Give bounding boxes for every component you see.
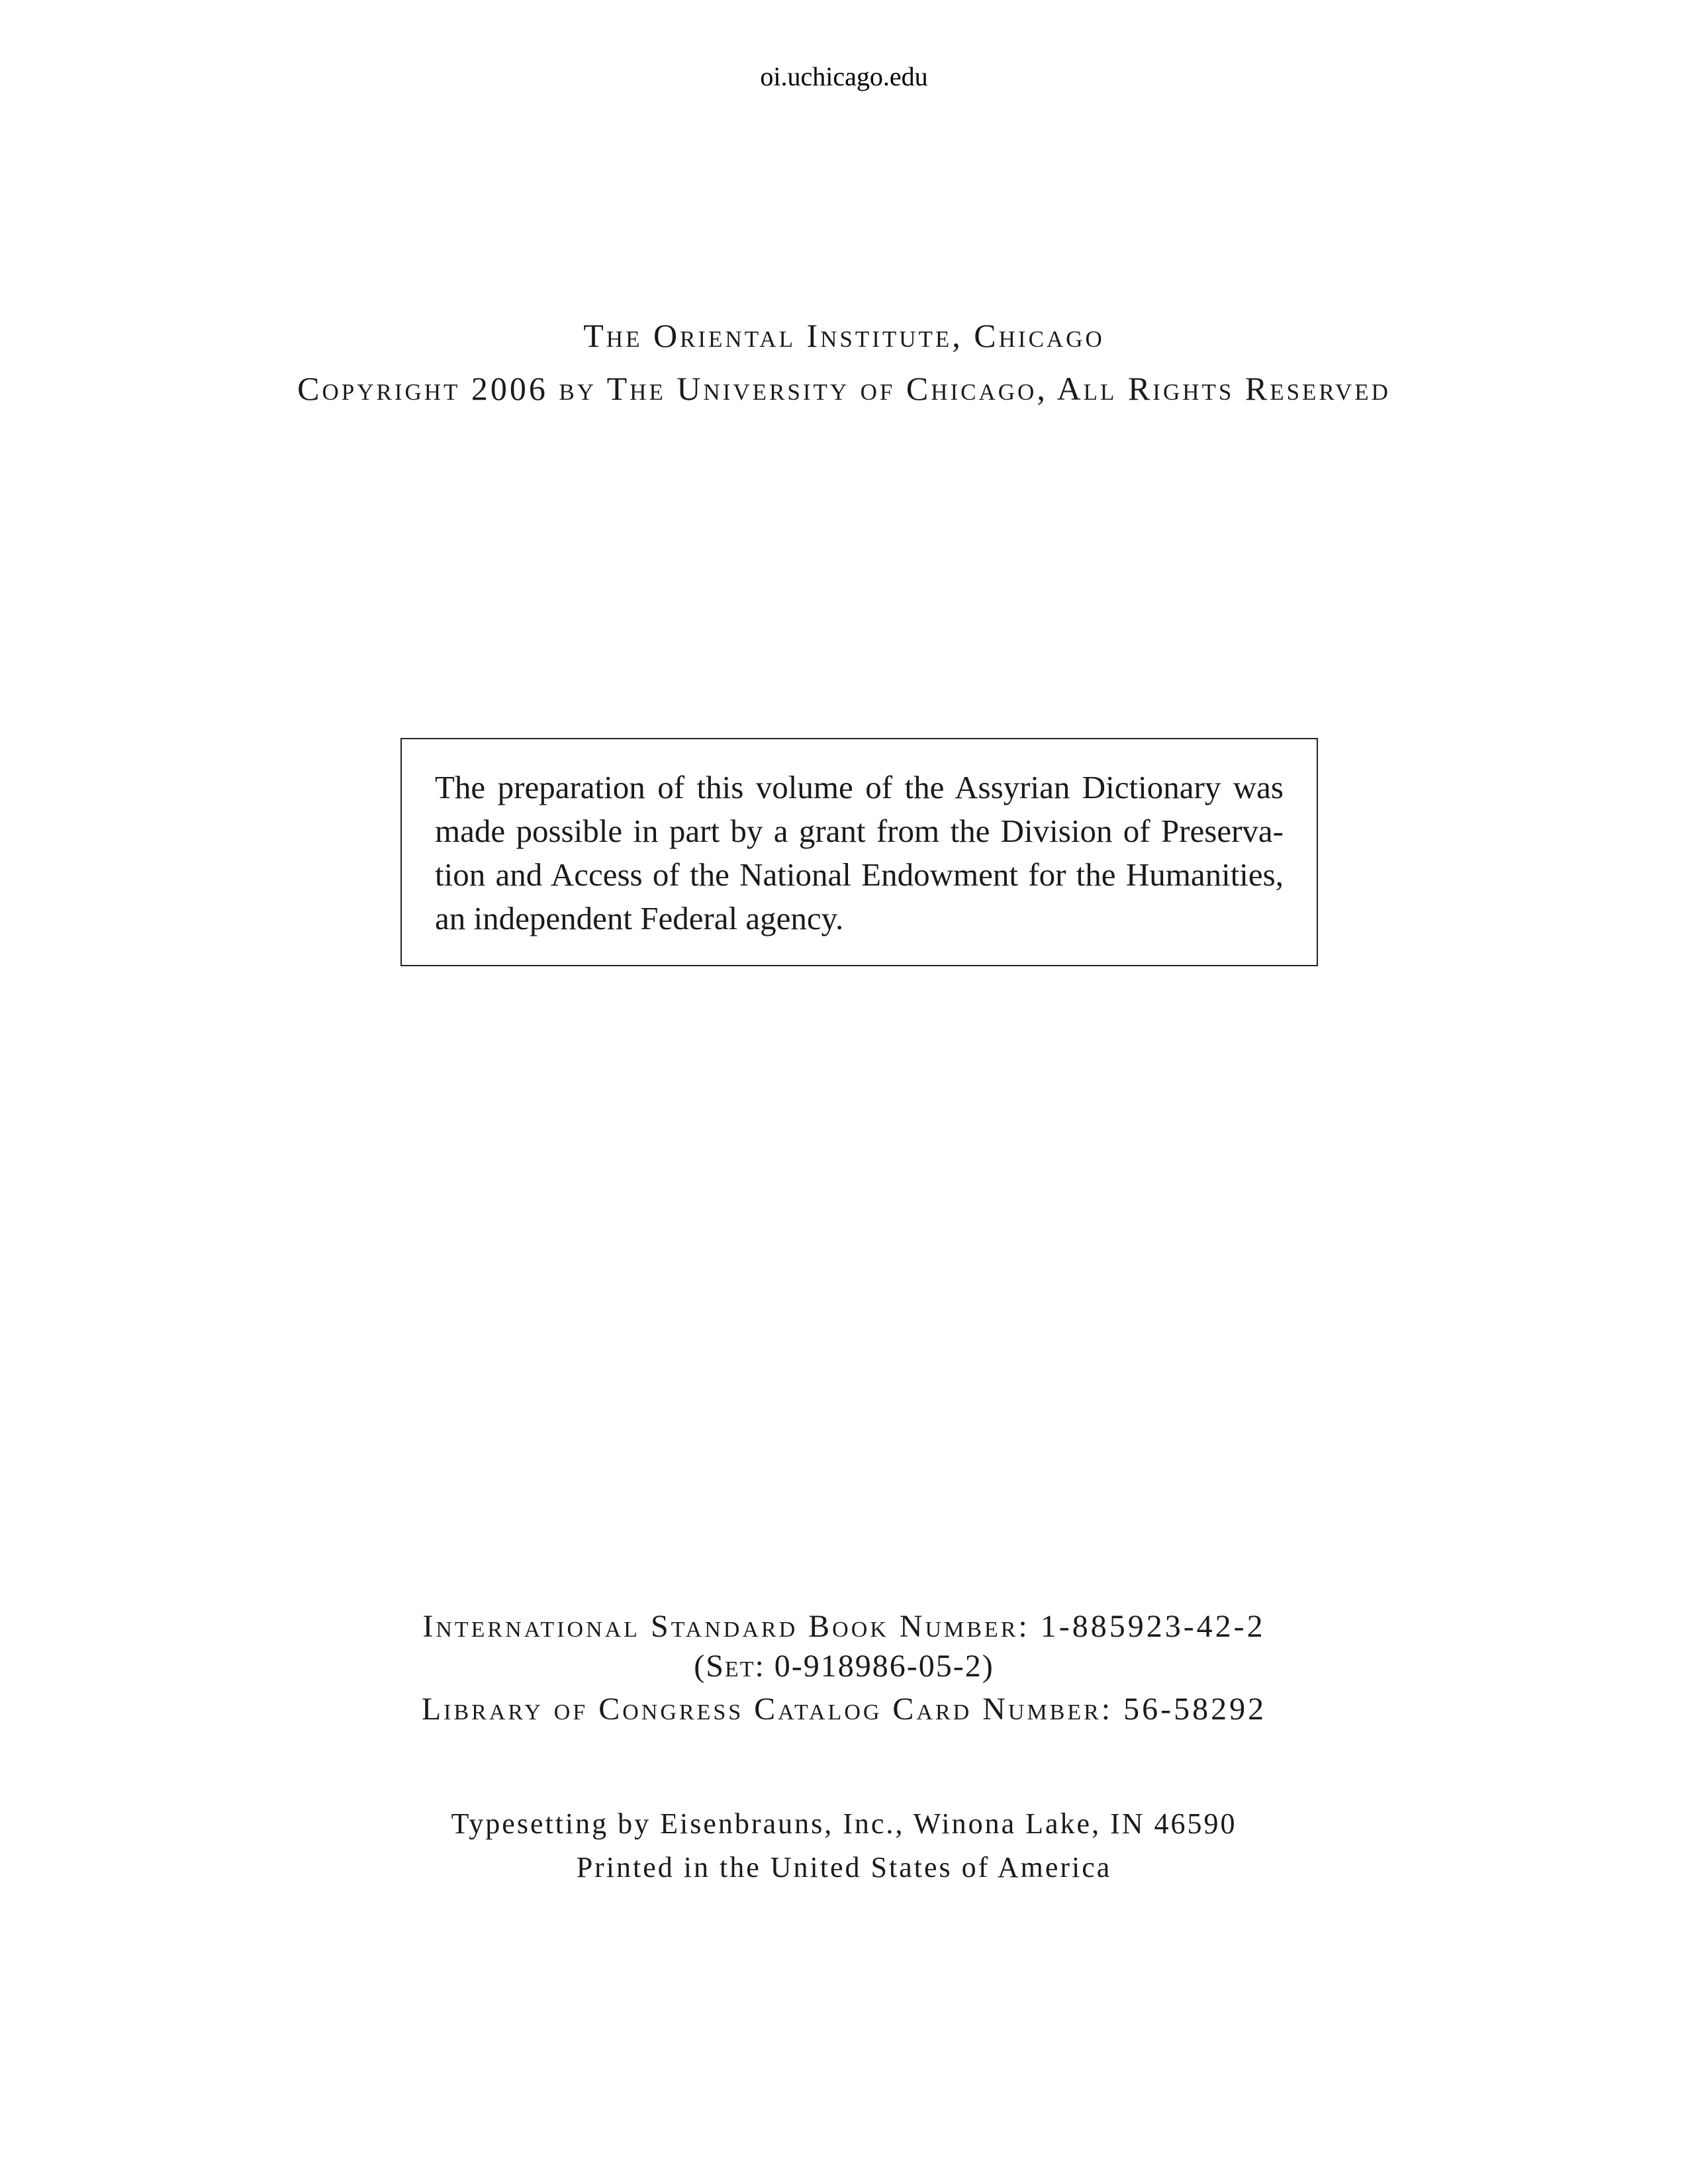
source-url: oi.uchicago.edu	[760, 62, 928, 91]
grant-notice-box	[400, 738, 1318, 966]
publisher-name: The Oriental Institute, Chicago	[583, 317, 1105, 354]
isbn-number: International Standard Book Number: 1-885923-42-2	[422, 1609, 1266, 1644]
grant-notice-line: tion and Access of the National Endowment for the Humanities,	[435, 856, 1284, 893]
grant-notice-line: made possible in part by a grant from the Division of Preserva-	[435, 813, 1284, 849]
copyright-notice: Copyright 2006 by The University of Chicago, All Rights Reserved	[297, 370, 1391, 407]
grant-notice-line: an independent Federal agency.	[435, 900, 844, 936]
typesetting-credit: Typesetting by Eisenbrauns, Inc., Winona Lake, IN 46590	[451, 1807, 1237, 1840]
lccn-number: Library of Congress Catalog Card Number: 56-58292	[421, 1692, 1267, 1727]
printed-in: Printed in the United States of America	[576, 1851, 1112, 1884]
isbn-set-number: (Set: 0-918986-05-2)	[694, 1649, 994, 1684]
grant-notice-line: The preparation of this volume of the Assyrian Dictionary was	[435, 769, 1284, 805]
